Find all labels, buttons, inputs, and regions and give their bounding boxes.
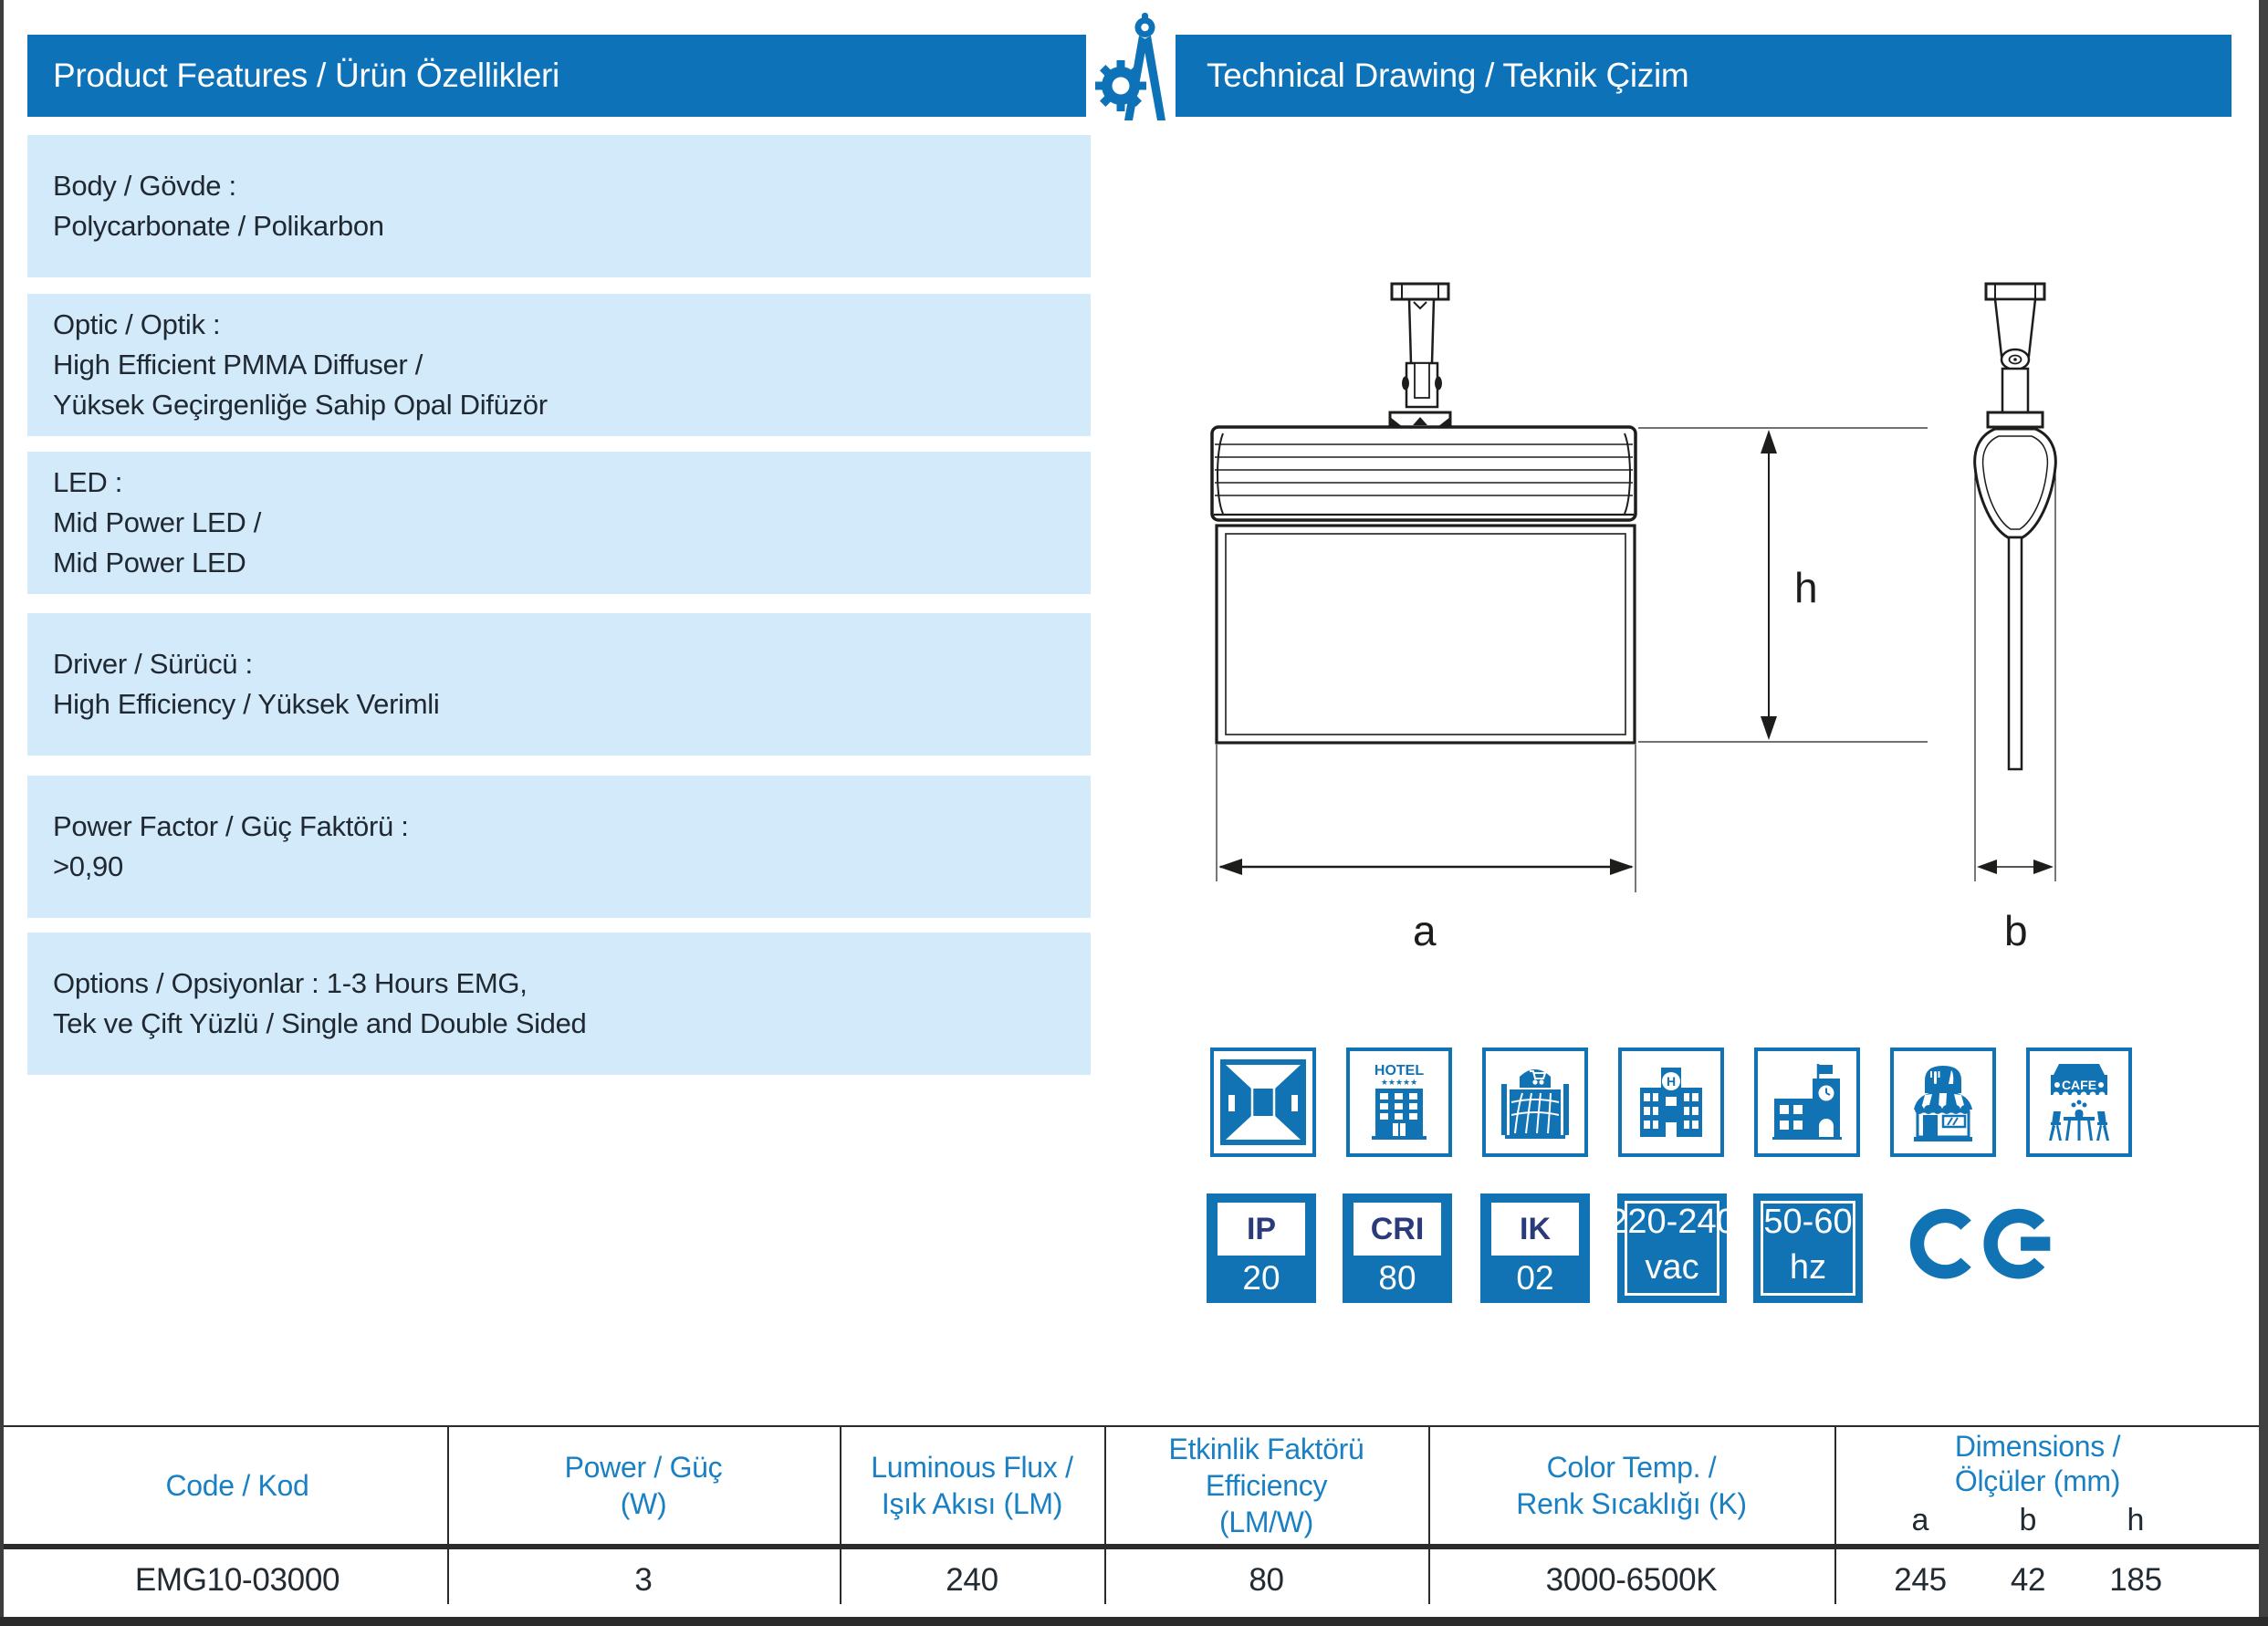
- svg-text:★★★★★: ★★★★★: [1380, 1078, 1418, 1087]
- dimension-a: [1217, 745, 1636, 954]
- application-hospital: [1618, 1048, 1724, 1157]
- svg-text:HOTEL: HOTEL: [1374, 1063, 1425, 1079]
- column-header-code: Code / Kod: [165, 1469, 309, 1502]
- feature-power-factor: [27, 776, 1091, 918]
- value-color-temp: 3000-6500K: [1545, 1562, 1718, 1598]
- feature-line: Yüksek Geçirgenliğe Sahip Opal Difüzör: [53, 389, 548, 421]
- feature-line: Mid Power LED /: [53, 506, 262, 538]
- ik-label: IK: [1491, 1203, 1579, 1256]
- voltage-unit: vac: [1645, 1248, 1699, 1287]
- ik-rating-badge: [1480, 1193, 1590, 1303]
- product-features-title: Product Features / Ürün Özellikleri: [53, 57, 559, 94]
- column-header-efficiency: Etkinlik Faktörü Efficiency (LM/W): [1168, 1433, 1364, 1538]
- cafe-icon: [2033, 1057, 2125, 1148]
- value-flux: 240: [946, 1562, 998, 1598]
- feature-optic: [27, 294, 1091, 436]
- ce-mark-icon: [1907, 1192, 2057, 1297]
- ip-rating-badge: [1207, 1193, 1316, 1303]
- value-power: 3: [634, 1562, 653, 1598]
- feature-options: [27, 933, 1091, 1075]
- page-border-right: [2259, 0, 2268, 1626]
- feature-line: Mid Power LED: [53, 547, 246, 578]
- feature-line: >0,90: [53, 850, 123, 882]
- hospital-icon: [1625, 1057, 1717, 1148]
- side-view: [1975, 284, 2056, 769]
- ik-value: 02: [1516, 1259, 1554, 1297]
- dim-h-label: h: [1794, 564, 1818, 611]
- feature-line: High Efficiency / Yüksek Verimli: [53, 688, 440, 720]
- cri-label: CRI: [1353, 1203, 1441, 1256]
- column-header-color-temp: Color Temp. / Renk Sıcaklığı (K): [1516, 1451, 1747, 1520]
- svg-text:CAFE: CAFE: [2061, 1078, 2097, 1092]
- application-shopping-mall: [1482, 1048, 1588, 1157]
- feature-line: Optic / Optik :: [53, 308, 221, 340]
- value-efficiency: 80: [1249, 1562, 1284, 1598]
- value-dim-a: 245: [1894, 1562, 1947, 1598]
- application-cafe: [2026, 1048, 2132, 1157]
- page-border-left: [0, 0, 4, 1626]
- cri-rating-badge: [1343, 1193, 1452, 1303]
- gear-compass-icon: [1093, 11, 1181, 126]
- cri-value: 80: [1378, 1259, 1416, 1297]
- dim-subheader-h: h: [2127, 1503, 2145, 1537]
- school-icon: [1761, 1057, 1853, 1148]
- ip-label: IP: [1218, 1203, 1305, 1256]
- application-restaurant: [1890, 1048, 1996, 1157]
- svg-text:H: H: [1666, 1074, 1677, 1089]
- frequency-badge: [1753, 1193, 1863, 1303]
- table-top-border: [4, 1425, 2259, 1427]
- value-code: EMG10-03000: [134, 1562, 340, 1598]
- application-corridor: [1210, 1048, 1316, 1157]
- table-header-separator: [4, 1544, 2259, 1549]
- feature-line: Options / Opsiyonlar : 1-3 Hours EMG,: [53, 967, 528, 999]
- column-header-power: Power / Güç (W): [564, 1451, 723, 1520]
- feature-led: [27, 452, 1091, 594]
- feature-driver: [27, 613, 1091, 756]
- value-dim-h: 185: [2109, 1562, 2162, 1598]
- feature-line: Power Factor / Güç Faktörü :: [53, 810, 409, 842]
- voltage-badge: [1608, 1193, 1736, 1303]
- frequency-value: 50-60: [1763, 1203, 1853, 1241]
- product-features-header: [27, 35, 1086, 117]
- feature-line: Tek ve Çift Yüzlü / Single and Double Sided: [53, 1007, 587, 1039]
- feature-line: LED :: [53, 466, 123, 498]
- shopping-mall-icon: [1489, 1057, 1581, 1148]
- technical-drawing-header: [1176, 35, 2231, 117]
- page-border-bottom: [0, 1617, 2268, 1626]
- application-hotel: [1346, 1048, 1452, 1157]
- feature-line: Polycarbonate / Polikarbon: [53, 210, 384, 242]
- dim-a-label: a: [1413, 907, 1437, 954]
- front-view-mount: [1390, 284, 1450, 427]
- column-header-flux: Luminous Flux / Işık Akısı (LM): [871, 1451, 1073, 1520]
- restaurant-icon: [1897, 1057, 1989, 1148]
- hotel-icon: [1353, 1057, 1445, 1148]
- application-school: [1754, 1048, 1860, 1157]
- technical-drawing: [1186, 265, 2154, 967]
- corridor-icon: [1218, 1057, 1309, 1148]
- value-dim-b: 42: [2010, 1562, 2046, 1598]
- column-header-dimensions: Dimensions / Ölçüler (mm): [1954, 1430, 2121, 1497]
- technical-drawing-title: Technical Drawing / Teknik Çizim: [1207, 57, 1689, 94]
- feature-body: [27, 135, 1091, 277]
- front-view-housing: [1212, 427, 1636, 520]
- dim-b-label: b: [2004, 907, 2028, 954]
- dim-subheader-b: b: [2019, 1503, 2037, 1537]
- feature-line: Body / Gövde :: [53, 170, 236, 202]
- voltage-value: 220-240: [1608, 1203, 1736, 1241]
- feature-line: High Efficient PMMA Diffuser /: [53, 349, 423, 380]
- dim-subheader-a: a: [1911, 1503, 1929, 1537]
- front-view-panel: [1217, 526, 1635, 743]
- frequency-unit: hz: [1789, 1248, 1827, 1287]
- dimension-h: [1638, 428, 1928, 742]
- ip-value: 20: [1242, 1259, 1280, 1297]
- feature-line: Driver / Sürücü :: [53, 648, 253, 680]
